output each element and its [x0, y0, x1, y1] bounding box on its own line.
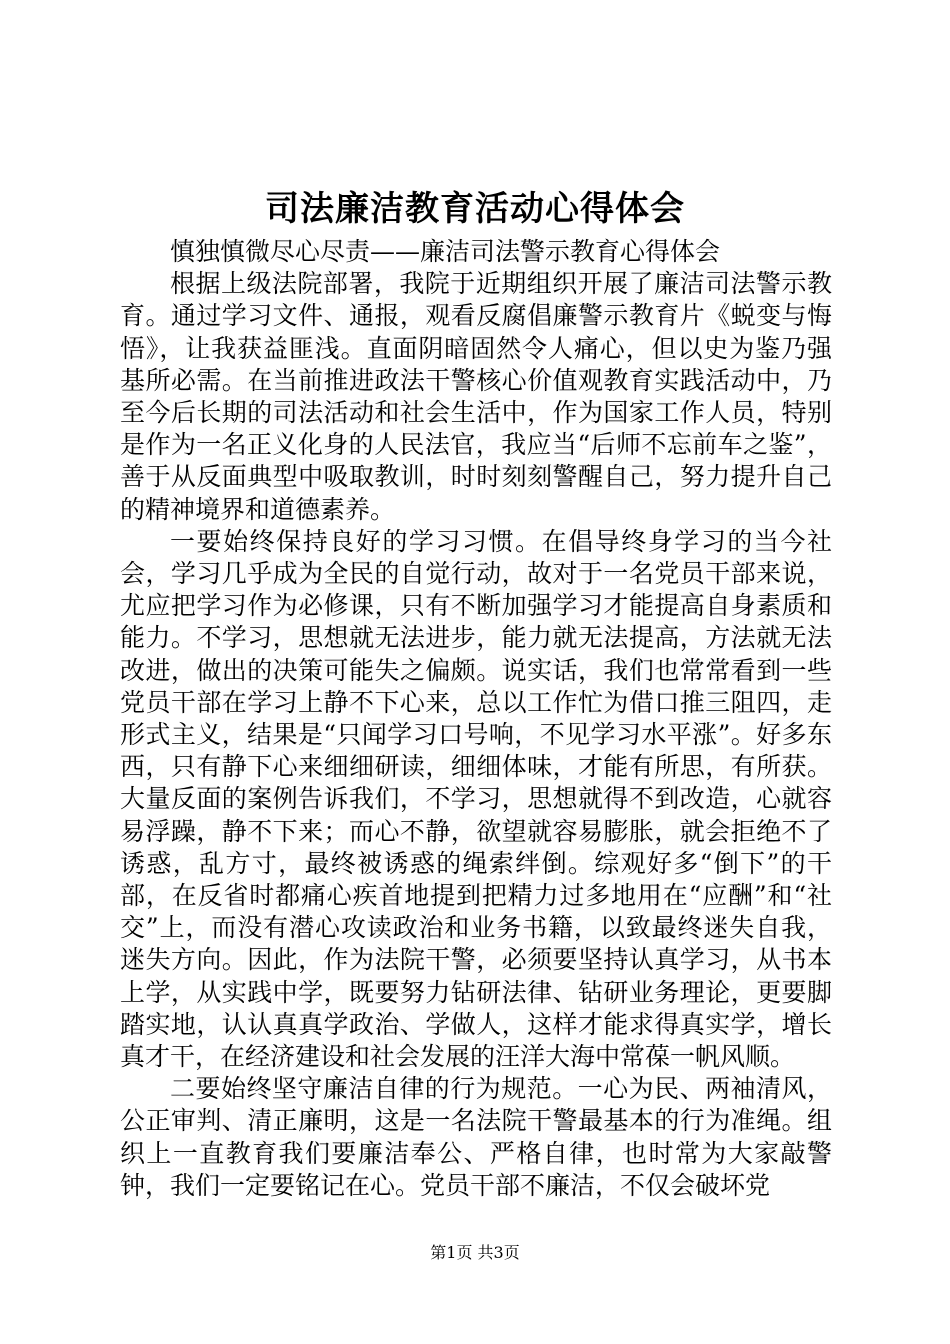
body-paragraph: 二要始终坚守廉洁自律的行为规范。一心为民、两袖清风，公正审判、清正廉明，这是一名法院干警最基本的行为准绳。组织上一直教育我们要廉洁奉公、严格自律，也时常为大家敲警钟，我们一定要铭记在心。党员干部不廉洁，不仅会破坏党 — [120, 1074, 832, 1200]
body-paragraph: 一要始终保持良好的学习习惯。在倡导终身学习的当今社会，学习几乎成为全民的自觉行动，故对于一名党员干部来说，尤应把学习作为必修课，只有不断加强学习才能提高自身素质和能力。不学习，思想就无法进步，能力就无法提高，方法就无法改进，做出的决策可能失之偏颇。说实话，我们也常常看到一些党员干部在学习上静不下心来，总以工作忙为借口推三阻四，走形式主义，结果是“只闻学习口号响，不见学习水平涨”。好多东西，只有静下心来细细研读，细细体味，才能有所思，有所获。大量反面的案例告诉我们，不学习，思想就得不到改造，心就容易浮躁，静不下来；而心不静，欲望就容易膨胀，就会拒绝不了诱惑，乱方寸，最终被诱惑的绳索绊倒。综观好多“倒下”的干部，在反省时都痛心疾首地提到把精力过多地用在“应酬”和“社交”上，而没有潜心攻读政治和业务书籍，以致最终迷失自我，迷失方向。因此，作为法院干警，必须要坚持认真学习，从书本上学，从实践中学，既要努力钻研法律、钻研业务理论，更要脚踏实地，认认真真学政治、学做人，这样才能求得真实学，增长真才干，在经济建设和社会发展的汪洋大海中常葆一帆风顺。 — [120, 526, 832, 1072]
document-title: 司法廉洁教育活动心得体会 — [265, 189, 685, 229]
subtitle-paragraph: 慎独慎微尽心尽责——廉洁司法警示教育心得体会 — [170, 237, 721, 266]
document-body — [120, 236, 832, 1202]
body-paragraph: 根据上级法院部署，我院于近期组织开展了廉洁司法警示教育。通过学习文件、通报，观看反腐倡廉警示教育片《蜕变与悔悟》，让我获益匪浅。直面阴暗固然令人痛心，但以史为鉴乃强基所必需。在当前推进政法干警核心价值观教育实践活动中，乃至今后长期的司法活动和社会生活中，作为国家工作人员，特别是作为一名正义化身的人民法官，我应当“后师不忘前车之鉴”，善于从反面典型中吸取教训，时时刻刻警醒自己，努力提升自己的精神境界和道德素养。 — [120, 269, 832, 524]
page-footer: 第1页 共3页 — [430, 1243, 520, 1262]
